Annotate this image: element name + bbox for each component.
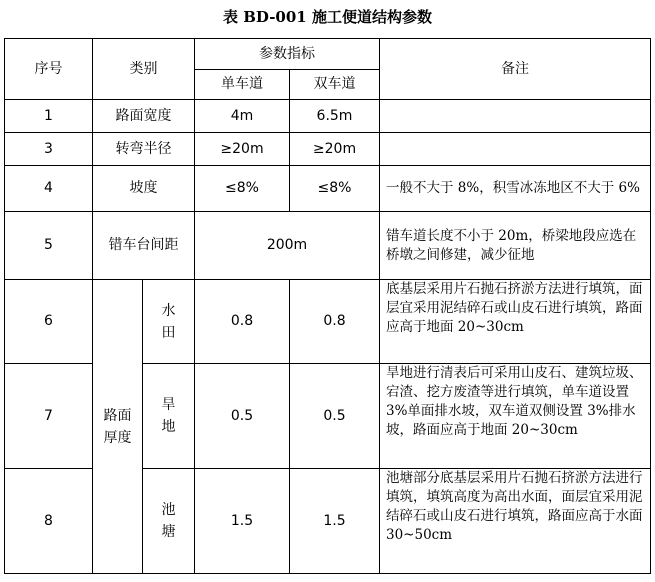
row-double: ≤8% [290,166,380,212]
header-single-lane: 单车道 [195,70,290,100]
header-double-lane: 双车道 [290,70,380,100]
row-category: 坡度 [93,166,195,212]
table-row [5,100,651,133]
row-subcategory: 旱地 [143,364,195,469]
row-remark: 旱地进行清表后可采用山皮石、建筑垃圾、宕渣、挖方废渣等进行填筑，单车道设置 3%单面排水坡，双车道双侧设置 3%排水坡，路面应高于地面 20~30cm [380,364,651,469]
row-single: 0.8 [195,280,290,364]
table-row [5,212,651,280]
row-remark: 池塘部分底基层采用片石抛石挤淤方法进行填筑，填筑高度为高出水面，面层宜采用泥结碎石或山皮石进行填筑，路面应高于水面 30~50cm [380,469,651,574]
row-seq: 6 [5,280,93,364]
row-subcategory: 池塘 [143,469,195,574]
row-seq: 4 [5,166,93,212]
row-seq: 3 [5,133,93,166]
row-remark [380,133,651,166]
row-remark [380,100,651,133]
header-params: 参数指标 [195,39,380,70]
header-seq: 序号 [5,39,93,100]
row-single: 200m [195,212,380,280]
row-double: ≥20m [290,133,380,166]
row-double: 0.5 [290,364,380,469]
structure-params-table [4,38,651,574]
row-remark: 一般不大于 8%，积雪冰冻地区不大于 6% [380,166,651,212]
row-seq: 5 [5,212,93,280]
table-row [5,133,651,166]
row-seq: 1 [5,100,93,133]
table-title: 表 BD-001 施工便道结构参数 [223,8,432,26]
row-subcategory: 水田 [143,280,195,364]
header-category: 类别 [93,39,195,100]
row-seq: 8 [5,469,93,574]
thickness-group-label: 路面厚度 [93,280,143,574]
row-category: 错车台间距 [93,212,195,280]
row-category: 路面宽度 [93,100,195,133]
table-row [5,166,651,212]
row-remark: 错车道长度不小于 20m，桥梁地段应选在桥墩之间修建，减少征地 [380,212,651,280]
row-remark: 底基层采用片石抛石挤淤方法进行填筑，面层宜采用泥结碎石或山皮石进行填筑，路面应高于地面 20~30cm [380,280,651,364]
row-single: 0.5 [195,364,290,469]
row-single: 1.5 [195,469,290,574]
row-double: 1.5 [290,469,380,574]
header-remark: 备注 [380,39,651,100]
row-category: 转弯半径 [93,133,195,166]
row-single: ≥20m [195,133,290,166]
row-double: 0.8 [290,280,380,364]
row-double: 6.5m [290,100,380,133]
row-single: 4m [195,100,290,133]
table-row [5,280,651,364]
row-single: ≤8% [195,166,290,212]
row-seq: 7 [5,364,93,469]
